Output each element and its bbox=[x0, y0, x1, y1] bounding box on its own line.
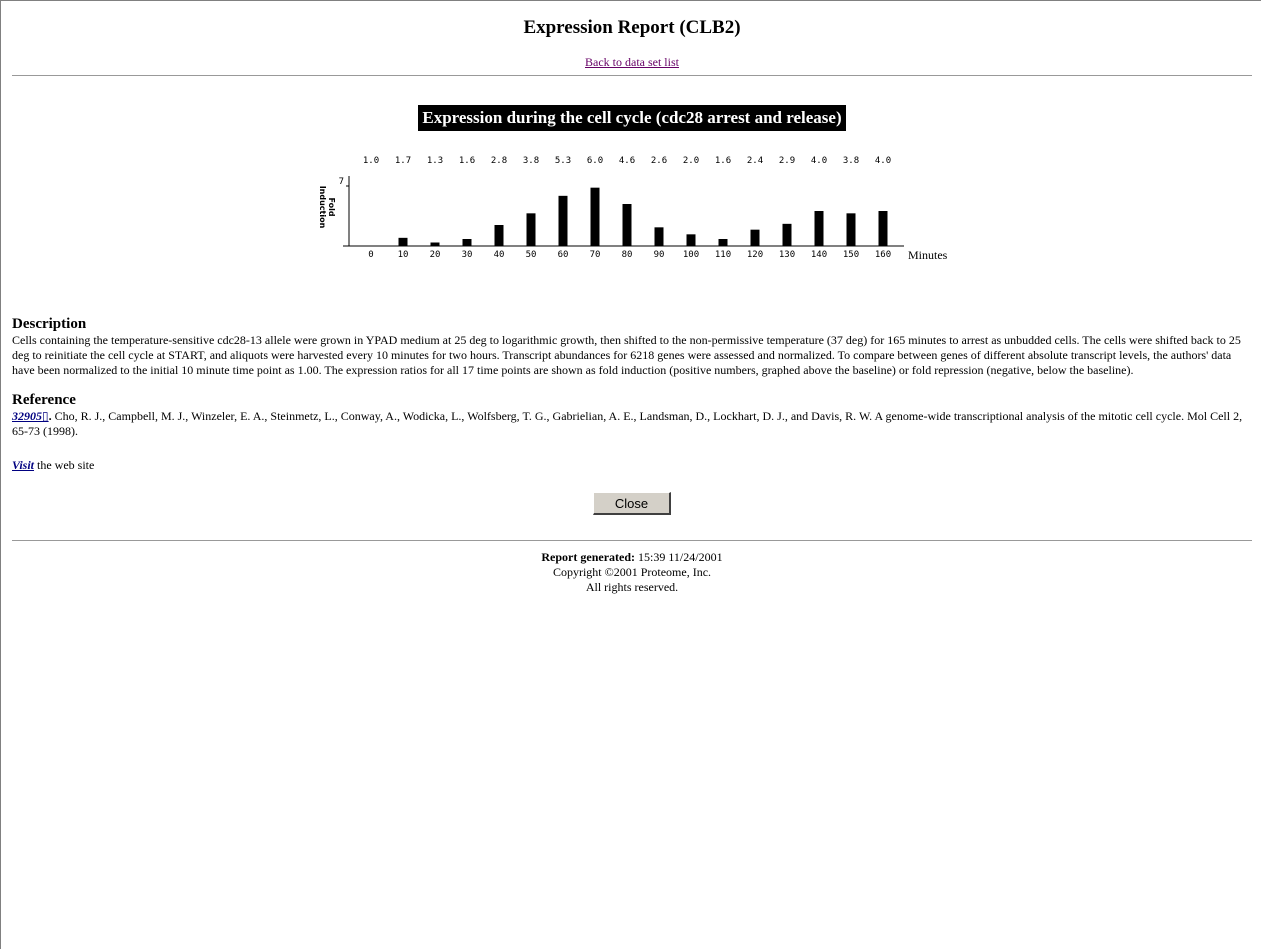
x-tick-label-0: 0 bbox=[368, 250, 374, 260]
bar-90 bbox=[655, 227, 664, 246]
bar-110 bbox=[719, 239, 728, 246]
x-tick-label-80: 80 bbox=[621, 250, 633, 260]
x-tick-label-90: 90 bbox=[653, 250, 665, 260]
x-tick-label-70: 70 bbox=[589, 250, 601, 260]
visit-line bbox=[12, 458, 1252, 473]
description-heading: Description bbox=[12, 316, 87, 332]
value-label-30: 1.6 bbox=[458, 156, 476, 166]
bar-160 bbox=[879, 211, 888, 246]
value-label-80: 4.6 bbox=[618, 156, 636, 166]
value-label-40: 2.8 bbox=[490, 156, 508, 166]
visit-link[interactable]: Visit bbox=[12, 458, 35, 472]
x-tick-label-20: 20 bbox=[429, 250, 441, 260]
x-tick-label-120: 120 bbox=[746, 250, 764, 260]
close-row bbox=[12, 492, 1252, 515]
page-title: Expression Report (CLB2) bbox=[523, 17, 741, 38]
x-tick-label-160: 160 bbox=[874, 250, 892, 260]
bar-100 bbox=[687, 234, 696, 246]
value-label-120: 2.4 bbox=[746, 156, 764, 166]
y-axis-label-fold: Fold bbox=[327, 197, 336, 217]
description-section bbox=[12, 315, 1252, 378]
reference-id-link[interactable] bbox=[12, 409, 49, 423]
value-label-70: 6.0 bbox=[586, 156, 604, 166]
rights-text: All rights reserved. bbox=[585, 580, 679, 594]
section-title: Expression during the cell cycle (cdc28 arrest and release) bbox=[418, 105, 845, 131]
x-tick-label-150: 150 bbox=[842, 250, 860, 260]
x-tick-label-130: 130 bbox=[778, 250, 796, 260]
y-axis-label-induction: Induction bbox=[318, 185, 327, 229]
reference-text bbox=[12, 409, 1252, 439]
reference-period: . bbox=[48, 409, 52, 423]
description-text: Cells containing the temperature-sensitive cdc28-13 allele were grown in YPAD medium at 25 deg to logarithmic growth, then shifted to the non-permissive temperature (37 deg) for 165 minutes to arrest as unbudded cells. The cells were shifted back to 25 deg to reinitiate the cell cycle at START, and aliquots were harvested every 10 minutes for two hours. Transcript abundances for 6218 genes were assessed and normalized. To compare between genes of different absolute transcript levels, the authors' data have been normalized to the initial 10 minute time point as 1.00. The expression ratios for all 17 time points are shown as fold induction (positive numbers, graphed above the baseline) or fold repression (negative, below the baseline). bbox=[12, 333, 1241, 377]
visit-text: the web site bbox=[34, 458, 95, 472]
bar-10 bbox=[399, 238, 408, 246]
bar-80 bbox=[623, 204, 632, 246]
value-label-160: 4.0 bbox=[874, 156, 892, 166]
value-label-50: 3.8 bbox=[522, 156, 540, 166]
bar-150 bbox=[847, 213, 856, 246]
x-axis-label: Minutes bbox=[908, 248, 948, 262]
x-tick-label-10: 10 bbox=[397, 250, 409, 260]
value-label-60: 5.3 bbox=[554, 156, 572, 166]
value-label-140: 4.0 bbox=[810, 156, 828, 166]
x-tick-label-110: 110 bbox=[714, 250, 732, 260]
x-tick-label-140: 140 bbox=[810, 250, 828, 260]
x-tick-label-50: 50 bbox=[525, 250, 537, 260]
bar-130 bbox=[783, 224, 792, 246]
value-label-10: 1.7 bbox=[394, 156, 412, 166]
footer bbox=[12, 550, 1252, 595]
bar-120 bbox=[751, 230, 760, 246]
close-button[interactable]: Close bbox=[593, 492, 671, 515]
x-tick-label-30: 30 bbox=[461, 250, 473, 260]
bar-40 bbox=[495, 225, 504, 246]
value-label-20: 1.3 bbox=[426, 156, 444, 166]
report-generated-label: Report generated: bbox=[541, 550, 636, 564]
reference-citation: Cho, R. J., Campbell, M. J., Winzeler, E. A., Steinmetz, L., Conway, A., Wodicka, L., Wolfsberg, T. G., Gabrielian, A. E., Landsman, D., Lockhart, D. J., and Davis, R. W. A genome-wide transcriptional analysis of the mitotic cell cycle. Mol Cell 2, 65-73 (1998). bbox=[12, 409, 1243, 438]
back-container bbox=[12, 54, 1252, 70]
copyright-text: Copyright ©2001 Proteome, Inc. bbox=[552, 565, 712, 579]
back-to-data-set-list-link[interactable]: Back to data set list bbox=[585, 55, 679, 69]
value-label-130: 2.9 bbox=[778, 156, 796, 166]
report-generated-line bbox=[12, 550, 1252, 565]
reference-id: 32905 bbox=[12, 409, 42, 423]
bar-70 bbox=[591, 188, 600, 246]
value-label-100: 2.0 bbox=[682, 156, 700, 166]
x-tick-label-60: 60 bbox=[557, 250, 569, 260]
top-divider bbox=[12, 75, 1252, 76]
bar-60 bbox=[559, 196, 568, 246]
x-tick-label-100: 100 bbox=[682, 250, 700, 260]
bar-20 bbox=[431, 243, 440, 247]
bar-30 bbox=[463, 239, 472, 246]
expression-chart-svg bbox=[12, 151, 1253, 301]
bar-140 bbox=[815, 211, 824, 246]
value-label-150: 3.8 bbox=[842, 156, 860, 166]
reference-section bbox=[12, 391, 1252, 439]
section-title-container bbox=[12, 105, 1252, 131]
value-label-90: 2.6 bbox=[650, 156, 668, 166]
value-label-110: 1.6 bbox=[714, 156, 732, 166]
x-tick-label-40: 40 bbox=[493, 250, 505, 260]
external-link-icon: ▯ bbox=[42, 409, 49, 423]
expression-chart bbox=[12, 151, 1252, 301]
report-generated-value: 15:39 11/24/2001 bbox=[635, 550, 723, 564]
y-tick-label: 7 bbox=[338, 177, 344, 187]
bar-50 bbox=[527, 213, 536, 246]
value-label-0: 1.0 bbox=[362, 156, 380, 166]
bottom-divider bbox=[12, 540, 1252, 541]
reference-heading: Reference bbox=[12, 392, 76, 408]
y-axis-label bbox=[318, 186, 336, 229]
